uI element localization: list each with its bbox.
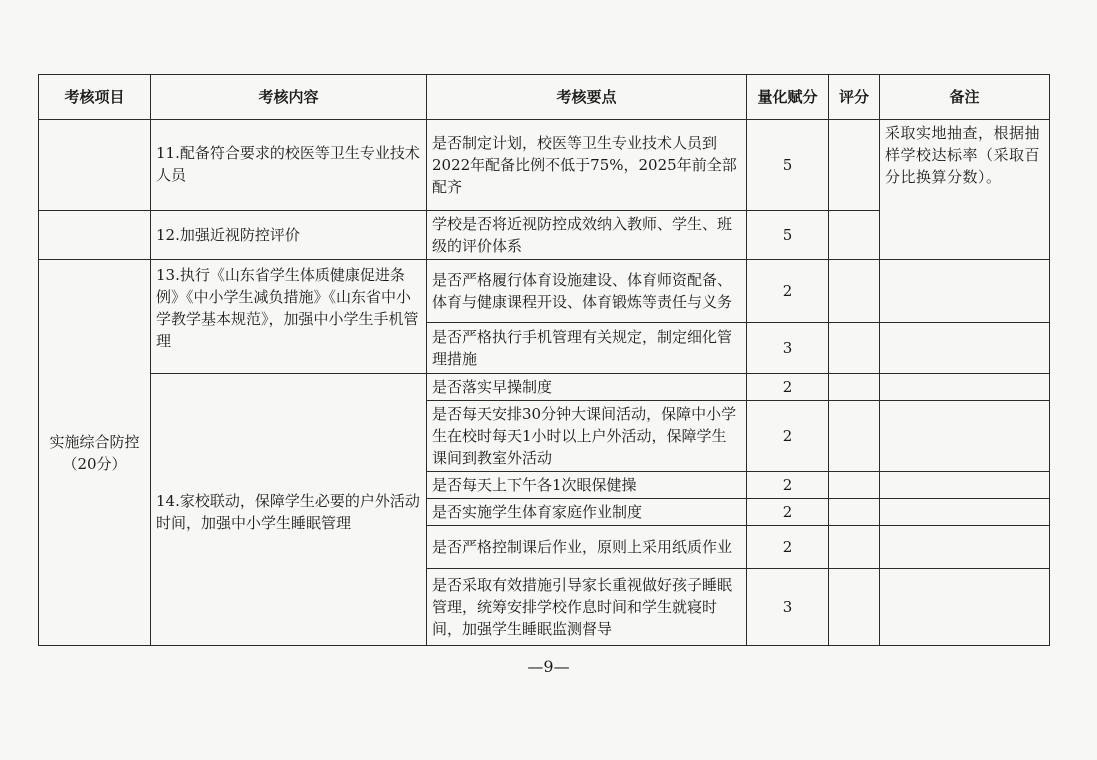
rating-cell	[829, 526, 880, 569]
rating-cell	[829, 401, 880, 472]
rating-cell	[829, 260, 880, 323]
point-cell: 是否实施学生体育家庭作业制度	[427, 499, 747, 526]
note-cell	[880, 260, 1050, 323]
rating-cell	[829, 374, 880, 401]
point-cell: 是否采取有效措施引导家长重视做好孩子睡眠管理，统筹安排学校作息时间和学生就寝时间，加强学生睡眠监测督导	[427, 569, 747, 646]
assessment-table	[38, 74, 1050, 646]
project-name: 实施综合防控	[49, 432, 140, 451]
point-cell: 是否每天上下午各1次眼保健操	[427, 472, 747, 499]
content-cell: 12.加强近视防控评价	[151, 211, 427, 260]
score-cell: 5	[747, 120, 829, 211]
note-cell	[880, 374, 1050, 401]
project-cell-empty	[39, 120, 151, 211]
note-cell	[880, 472, 1050, 499]
header-score: 量化赋分	[747, 75, 829, 120]
header-project: 考核项目	[39, 75, 151, 120]
point-cell: 是否严格控制课后作业，原则上采用纸质作业	[427, 526, 747, 569]
point-cell: 是否每天安排30分钟大课间活动，保障中小学生在校时每天1小时以上户外活动，保障学生课间到教室外活动	[427, 401, 747, 472]
point-cell: 学校是否将近视防控成效纳入教师、学生、班级的评价体系	[427, 211, 747, 260]
header-content: 考核内容	[151, 75, 427, 120]
score-cell: 2	[747, 401, 829, 472]
score-cell: 2	[747, 260, 829, 323]
header-points: 考核要点	[427, 75, 747, 120]
score-cell: 2	[747, 499, 829, 526]
content-cell: 11.配备符合要求的校医等卫生专业技术人员	[151, 120, 427, 211]
score-cell: 3	[747, 569, 829, 646]
header-notes: 备注	[880, 75, 1050, 120]
score-cell: 5	[747, 211, 829, 260]
point-cell: 是否严格执行手机管理有关规定，制定细化管理措施	[427, 323, 747, 374]
note-cell	[880, 401, 1050, 472]
score-cell: 2	[747, 374, 829, 401]
project-cell	[39, 260, 151, 646]
rating-cell	[829, 120, 880, 211]
table-row	[39, 120, 1050, 211]
table-row	[39, 260, 1050, 323]
rating-cell	[829, 569, 880, 646]
rating-cell	[829, 323, 880, 374]
table-row	[39, 374, 1050, 401]
note-cell	[880, 323, 1050, 374]
page-number: —9—	[527, 657, 570, 676]
header-rating: 评分	[829, 75, 880, 120]
point-cell: 是否严格履行体育设施建设、体育师资配备、体育与健康课程开设、体育锻炼等责任与义务	[427, 260, 747, 323]
rating-cell	[829, 472, 880, 499]
note-cell	[880, 526, 1050, 569]
project-score: （20分）	[62, 454, 127, 473]
note-cell	[880, 569, 1050, 646]
content-cell: 13.执行《山东省学生体质健康促进条例》《中小学生减负措施》《山东省中小学教学基本规范》，加强中小学生手机管理	[151, 260, 427, 374]
point-cell: 是否制定计划，校医等卫生专业技术人员到2022年配备比例不低于75%，2025年前全部配齐	[427, 120, 747, 211]
project-cell-empty	[39, 211, 151, 260]
rating-cell	[829, 499, 880, 526]
table-header-row	[39, 75, 1050, 120]
score-cell: 3	[747, 323, 829, 374]
content-cell: 14.家校联动，保障学生必要的户外活动时间，加强中小学生睡眠管理	[151, 374, 427, 646]
score-cell: 2	[747, 472, 829, 499]
note-cell	[880, 499, 1050, 526]
score-cell: 2	[747, 526, 829, 569]
note-cell: 采取实地抽查，根据抽样学校达标率（采取百分比换算分数）。	[880, 120, 1050, 260]
rating-cell	[829, 211, 880, 260]
point-cell: 是否落实早操制度	[427, 374, 747, 401]
